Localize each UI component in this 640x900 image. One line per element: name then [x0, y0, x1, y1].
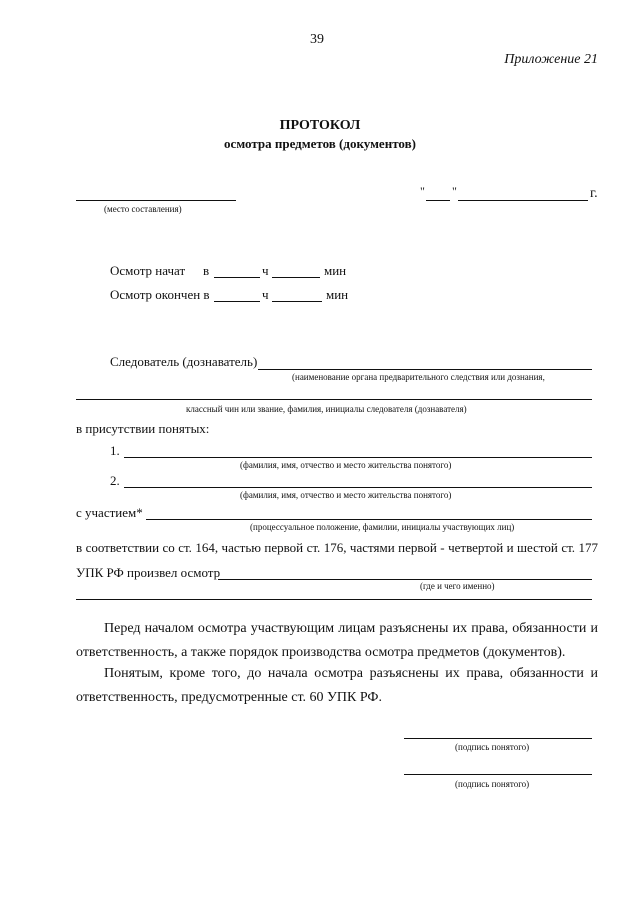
- participants-field[interactable]: [146, 519, 592, 520]
- investigator-label: Следователь (дознаватель): [110, 354, 258, 369]
- witness-2-field[interactable]: [124, 487, 592, 488]
- witness-rights-paragraph: Понятым, кроме того, до начала осмотра разъяснены их права, обязанности и ответственность, предусмотренные ст. 60 УПК РФ.: [76, 666, 598, 705]
- witness-signature-2-field[interactable]: [404, 774, 592, 775]
- inspected-object-caption: (где и чего именно): [420, 581, 495, 591]
- inspection-end-minutes-label: мин: [326, 287, 349, 302]
- inspection-start-label: Осмотр начат: [110, 263, 186, 278]
- date-month-field[interactable]: [458, 200, 588, 201]
- inspected-object-field-continued[interactable]: [76, 599, 592, 600]
- inspected-label: УПК РФ произвел осмотр: [76, 565, 221, 580]
- date-quote-open: ": [420, 184, 425, 198]
- witness-signature-1-caption: (подпись понятого): [455, 742, 530, 752]
- document-subtitle: осмотра предметов (документов): [224, 136, 416, 151]
- witness-1-field[interactable]: [124, 457, 592, 458]
- inspection-end-label: Осмотр окончен в: [110, 287, 210, 302]
- investigator-name-caption: классный чин или звание, фамилия, инициалы следователя (дознавателя): [186, 404, 467, 414]
- date-year-suffix: г.: [590, 186, 598, 201]
- inspected-object-field[interactable]: [218, 579, 592, 580]
- witness-signature-2-caption: (подпись понятого): [455, 779, 530, 789]
- place-field[interactable]: [76, 200, 236, 201]
- inspection-end-minutes-field[interactable]: [272, 301, 322, 302]
- participants-caption: (процессуальное положение, фамилии, инициалы участвующих лиц): [250, 522, 515, 532]
- witness-2-number: 2.: [110, 473, 120, 488]
- date-quote-close: ": [452, 184, 457, 198]
- participants-label: с участием*: [76, 505, 143, 520]
- inspection-end-hours-field[interactable]: [214, 301, 260, 302]
- witness-1-caption: (фамилия, имя, отчество и место жительства понятого): [240, 460, 452, 470]
- investigator-name-field[interactable]: [76, 399, 592, 400]
- inspection-end-hours-label: ч: [262, 287, 269, 302]
- date-day-field[interactable]: [426, 200, 450, 201]
- appendix-label: Приложение 21: [504, 52, 598, 67]
- investigator-org-caption: (наименование органа предварительного следствия или дознания,: [292, 372, 545, 382]
- witness-signature-1-field[interactable]: [404, 738, 592, 739]
- document-title: ПРОТОКОЛ: [279, 118, 361, 133]
- inspection-start-hours-label: ч: [262, 263, 269, 278]
- rights-explanation-paragraph: Перед началом осмотра участвующим лицам разъяснены их права, обязанности и ответственность, а также порядок производства осмотра предметов (документов).: [76, 621, 598, 660]
- witness-1-number: 1.: [110, 443, 120, 458]
- inspection-start-hours-field[interactable]: [214, 277, 260, 278]
- investigator-org-field[interactable]: [258, 369, 592, 370]
- place-caption: (место составления): [104, 204, 182, 214]
- legal-basis-line: в соответствии со ст. 164, частью первой ст. 176, частями первой - четвертой и шестой ст. 177: [76, 540, 598, 555]
- witnesses-label: в присутствии понятых:: [76, 421, 210, 436]
- witness-2-caption: (фамилия, имя, отчество и место жительства понятого): [240, 490, 452, 500]
- page-number: 39: [310, 32, 324, 47]
- inspection-start-minutes-label: мин: [324, 263, 347, 278]
- inspection-start-minutes-field[interactable]: [272, 277, 320, 278]
- inspection-start-in: в: [203, 263, 210, 278]
